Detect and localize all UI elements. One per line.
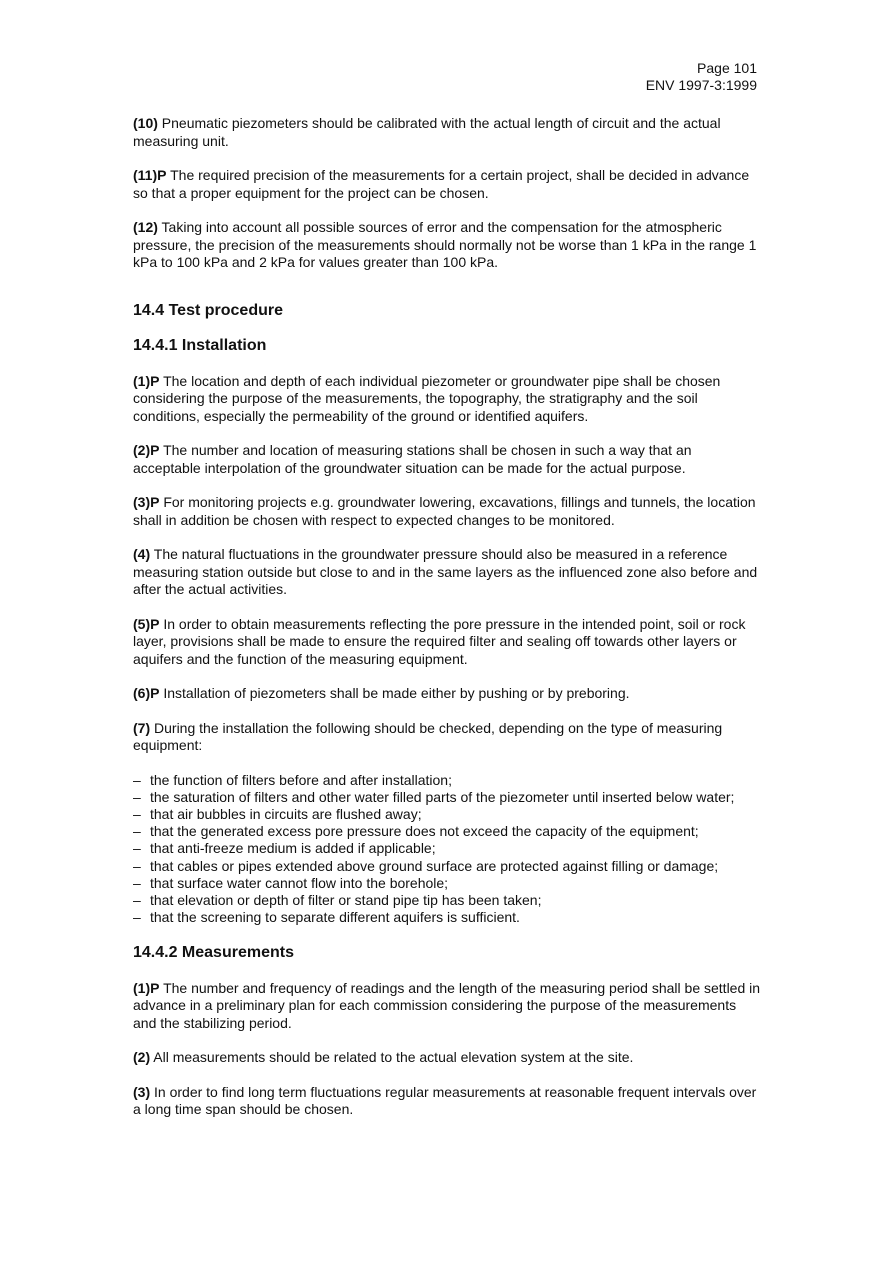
paragraph-number: (5)P bbox=[133, 615, 160, 632]
checklist-item: – that the screening to separate different aquifers is sufficient. bbox=[133, 909, 763, 926]
paragraph-10 bbox=[133, 115, 763, 150]
paragraph-number: (12) bbox=[133, 219, 158, 235]
document-id: ENV 1997-3:1999 bbox=[645, 77, 757, 93]
paragraph-text: For monitoring projects e.g. groundwater lowering, excavations, fillings and tunnels, the location shall in addition be chosen with respect to expected changes to be monitored. bbox=[133, 494, 756, 528]
checklist-item: – the function of filters before and after installation; bbox=[133, 772, 763, 789]
paragraph-5P bbox=[133, 616, 763, 669]
section-heading-14-4: 14.4 Test procedure bbox=[133, 301, 283, 319]
measurements-paragraph-1P bbox=[133, 980, 763, 1033]
paragraph-number: (7) bbox=[133, 719, 151, 736]
paragraph-text: Taking into account all possible sources of error and the compensation for the atmospheric pressure, the precision of the measurements should normally not be worse than 1 kPa in the range 1 kPa to 100 kPa and 2 kPa for values greater than 100 kPa. bbox=[133, 219, 757, 270]
paragraph-12 bbox=[133, 219, 763, 272]
paragraph-number: (10) bbox=[133, 115, 158, 131]
checklist-item: – that elevation or depth of filter or stand pipe tip has been taken; bbox=[133, 892, 763, 909]
paragraph-2P bbox=[133, 442, 763, 477]
paragraph-1P bbox=[133, 373, 763, 426]
paragraph-text: In order to obtain measurements reflecting the pore pressure in the intended point, soil or rock layer, provisions shall be made to ensure the required filter and sealing off towards other layers or aquifers and the function of the measuring equipment. bbox=[133, 615, 746, 667]
checklist-item: – that cables or pipes extended above ground surface are protected against filling or damage; bbox=[133, 858, 763, 875]
paragraph-number: (2)P bbox=[133, 442, 160, 458]
paragraph-text: The location and depth of each individual piezometer or groundwater pipe shall be chosen considering the purpose of the measurements, the topography, the stratigraphy and the soil conditions, especially the permeability of the ground or identified aquifers. bbox=[133, 372, 721, 424]
measurements-paragraph-3 bbox=[133, 1084, 763, 1119]
paragraph-4 bbox=[133, 546, 763, 599]
paragraph-3P bbox=[133, 494, 763, 529]
paragraph-7 bbox=[133, 720, 763, 755]
paragraph-number: (4) bbox=[133, 546, 151, 562]
page-number: Page 101 bbox=[697, 60, 757, 76]
installation-checklist bbox=[133, 772, 763, 927]
paragraph-text: Pneumatic piezometers should be calibrated with the actual length of circuit and the actual measuring unit. bbox=[133, 115, 721, 149]
checklist-item: – that the generated excess pore pressure does not exceed the capacity of the equipment; bbox=[133, 823, 763, 840]
paragraph-text: In order to find long term fluctuations regular measurements at reasonable frequent intervals over a long time span should be chosen. bbox=[133, 1083, 757, 1118]
paragraph-6P bbox=[133, 685, 763, 703]
paragraph-text: The natural fluctuations in the groundwater pressure should also be measured in a reference measuring station outside but close to and in the same layers as the influenced zone also before and after the actual activities. bbox=[133, 546, 758, 597]
section-heading-14-4-2: 14.4.2 Measurements bbox=[133, 944, 294, 962]
paragraph-number: (3)P bbox=[133, 494, 160, 510]
checklist-item: – that air bubbles in circuits are flushed away; bbox=[133, 806, 763, 823]
page-header bbox=[646, 60, 757, 94]
paragraph-number: (1)P bbox=[133, 372, 160, 389]
paragraph-text: The required precision of the measurements for a certain project, shall be decided in advance so that a proper equipment for the project can be chosen. bbox=[133, 167, 750, 201]
paragraph-number: (2) bbox=[133, 1049, 151, 1066]
paragraph-text: During the installation the following should be checked, depending on the type of measuring equipment: bbox=[133, 719, 723, 753]
page-content bbox=[133, 115, 763, 1136]
paragraph-text: The number and frequency of readings and the length of the measuring period shall be settled in advance in a preliminary plan for each commission considering the purpose of the measurements and the stabilizing period. bbox=[133, 979, 761, 1031]
paragraph-number: (11)P bbox=[133, 167, 167, 183]
paragraph-text: The number and location of measuring stations shall be chosen in such a way that an acceptable interpolation of the groundwater situation can be made for the actual purpose. bbox=[133, 442, 692, 476]
measurements-paragraph-2 bbox=[133, 1049, 763, 1067]
paragraph-text: Installation of piezometers shall be made either by pushing or by preboring. bbox=[163, 685, 630, 701]
paragraph-11P bbox=[133, 167, 763, 202]
checklist-item: – that anti-freeze medium is added if applicable; bbox=[133, 840, 763, 857]
checklist-item: – that surface water cannot flow into the borehole; bbox=[133, 875, 763, 892]
paragraph-number: (6)P bbox=[133, 685, 160, 701]
checklist-item: – the saturation of filters and other water filled parts of the piezometer until inserted below water; bbox=[133, 789, 763, 806]
paragraph-number: (1)P bbox=[133, 979, 160, 996]
section-heading-14-4-1: 14.4.1 Installation bbox=[133, 337, 267, 354]
paragraph-number: (3) bbox=[133, 1083, 151, 1100]
paragraph-text: All measurements should be related to the actual elevation system at the site. bbox=[153, 1049, 634, 1066]
